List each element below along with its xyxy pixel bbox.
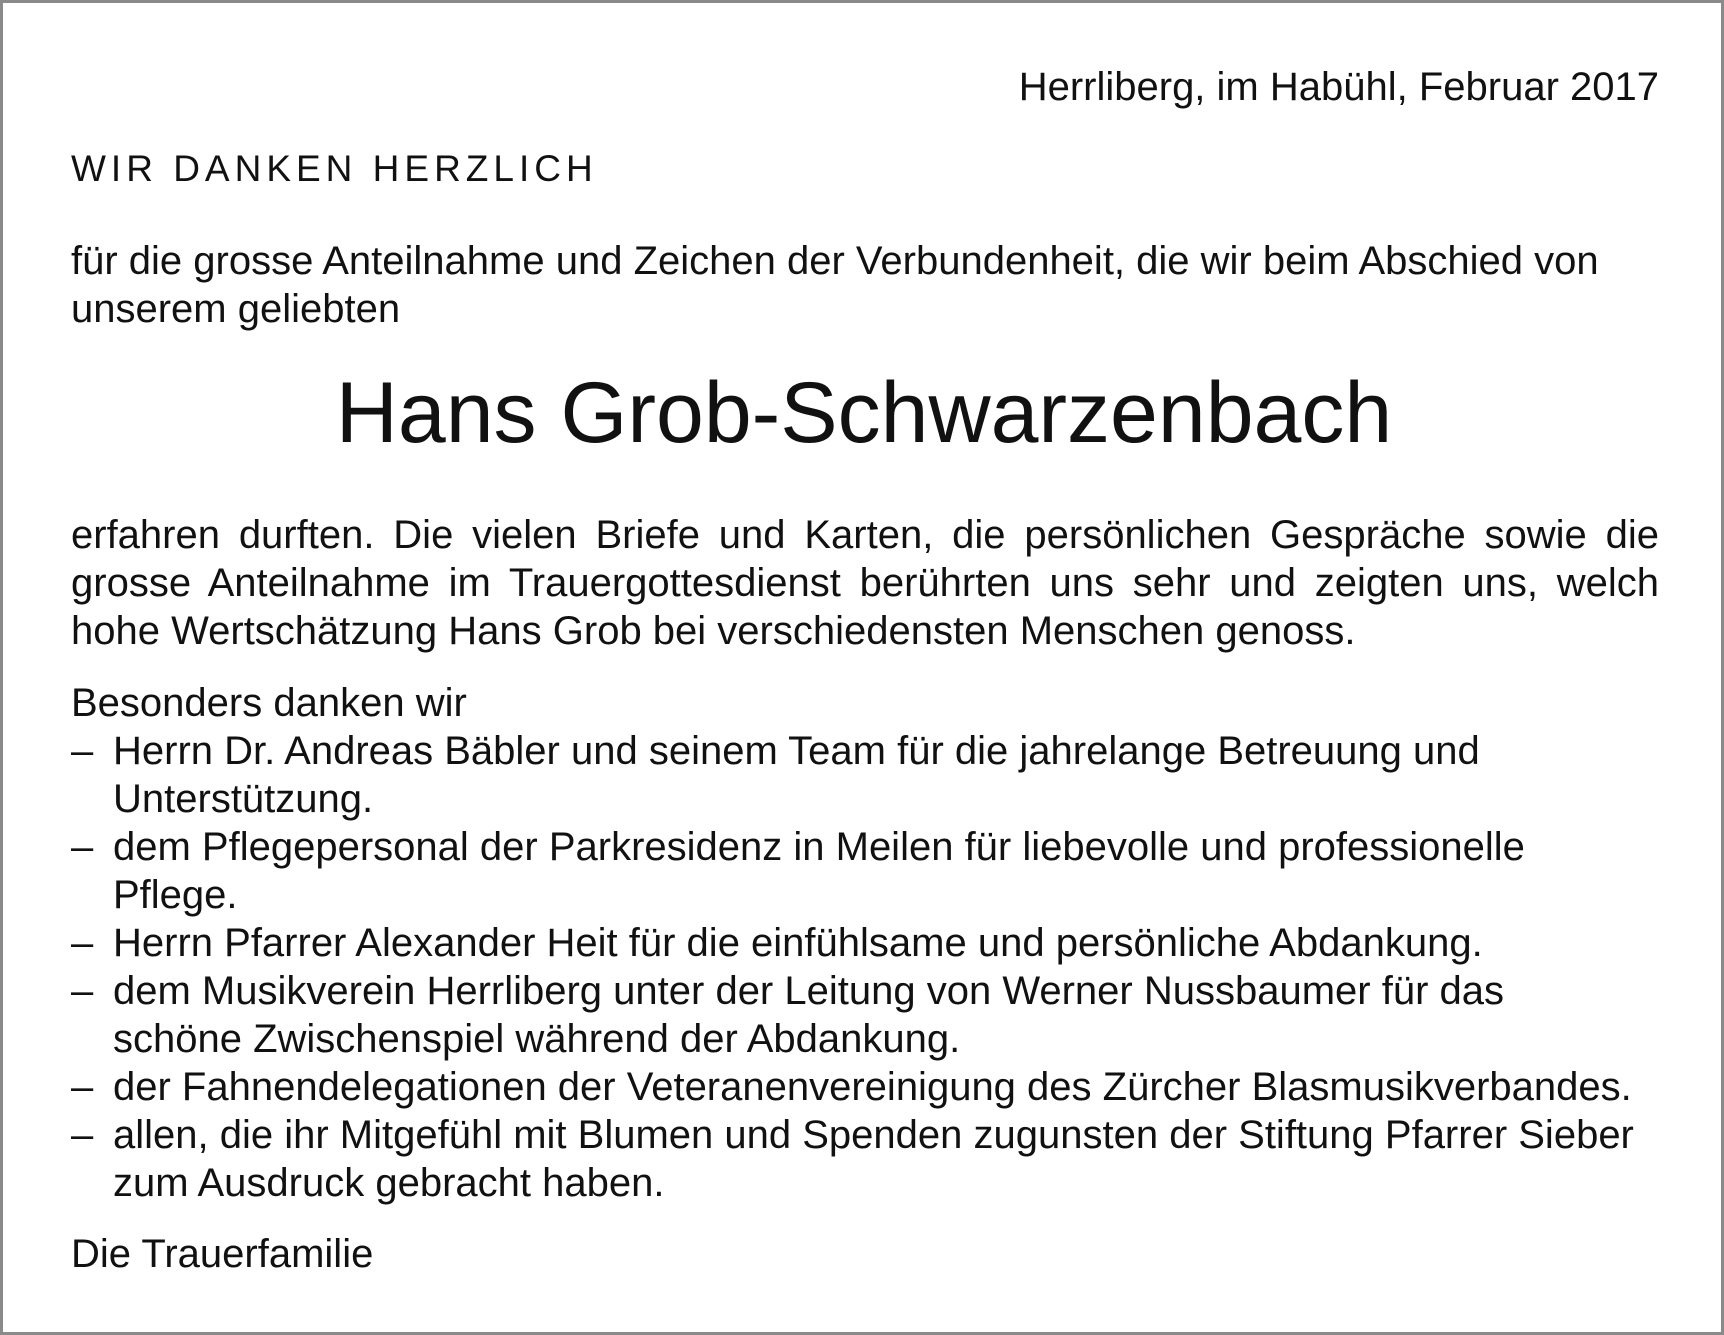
body-line: hohe Wertschätzung Hans Grob bei verschiedensten Menschen genoss. bbox=[71, 609, 1356, 653]
thanks-item-line: Pflege. bbox=[113, 873, 238, 917]
signature: Die Trauerfamilie bbox=[71, 1232, 374, 1276]
thanks-item-line: allen, die ihr Mitgefühl mit Blumen und Spenden zugunsten der Stiftung Pfarrer Sieber bbox=[113, 1113, 1634, 1157]
notice-heading: WIR DANKEN HERZLICH bbox=[71, 148, 598, 189]
thanks-item bbox=[71, 919, 1671, 967]
body-paragraph bbox=[71, 511, 1659, 655]
list-dash: – bbox=[71, 825, 94, 869]
thanks-item-line: Herrn Pfarrer Alexander Heit für die einfühlsame und persönliche Abdankung. bbox=[113, 921, 1483, 965]
thanks-item-line: dem Musikverein Herrliberg unter der Leitung von Werner Nussbaumer für das bbox=[113, 969, 1504, 1013]
body-line: grosse Anteilnahme im Trauergottesdienst berührten uns sehr und zeigten uns, welch bbox=[71, 561, 1659, 605]
thanks-item bbox=[71, 1063, 1671, 1111]
place-date: Herrliberg, im Habühl, Februar 2017 bbox=[1018, 65, 1659, 109]
thanks-item-line: zum Ausdruck gebracht haben. bbox=[113, 1161, 665, 1205]
list-dash: – bbox=[71, 969, 94, 1013]
thanks-item bbox=[71, 967, 1671, 1063]
list-dash: – bbox=[71, 729, 94, 773]
thanks-item-line: Unterstützung. bbox=[113, 777, 374, 821]
intro-paragraph bbox=[71, 237, 1671, 333]
thanks-item-line: der Fahnendelegationen der Veteranenvereinigung des Zürcher Blasmusikverbandes. bbox=[113, 1065, 1632, 1109]
thanks-item bbox=[71, 823, 1671, 919]
intro-line: unserem geliebten bbox=[71, 287, 401, 331]
deceased-name: Hans Grob-Schwarzenbach bbox=[335, 365, 1393, 461]
thanks-intro: Besonders danken wir bbox=[71, 681, 467, 725]
body-line: erfahren durften. Die vielen Briefe und Karten, die persönlichen Gespräche sowie die bbox=[71, 513, 1659, 557]
thanks-item-line: Herrn Dr. Andreas Bäbler und seinem Team für die jahrelange Betreuung und bbox=[113, 729, 1480, 773]
list-dash: – bbox=[71, 921, 94, 965]
thanks-item bbox=[71, 1111, 1671, 1207]
thanks-item-line: dem Pflegepersonal der Parkresidenz in Meilen für liebevolle und professionelle bbox=[113, 825, 1525, 869]
thanks-item bbox=[71, 727, 1671, 823]
list-dash: – bbox=[71, 1065, 94, 1109]
list-dash: – bbox=[71, 1113, 94, 1157]
thanks-item-line: schöne Zwischenspiel während der Abdankung. bbox=[113, 1017, 961, 1061]
thanks-list bbox=[71, 727, 1671, 1207]
intro-line: für die grosse Anteilnahme und Zeichen der Verbundenheit, die wir beim Abschied von bbox=[71, 239, 1599, 283]
